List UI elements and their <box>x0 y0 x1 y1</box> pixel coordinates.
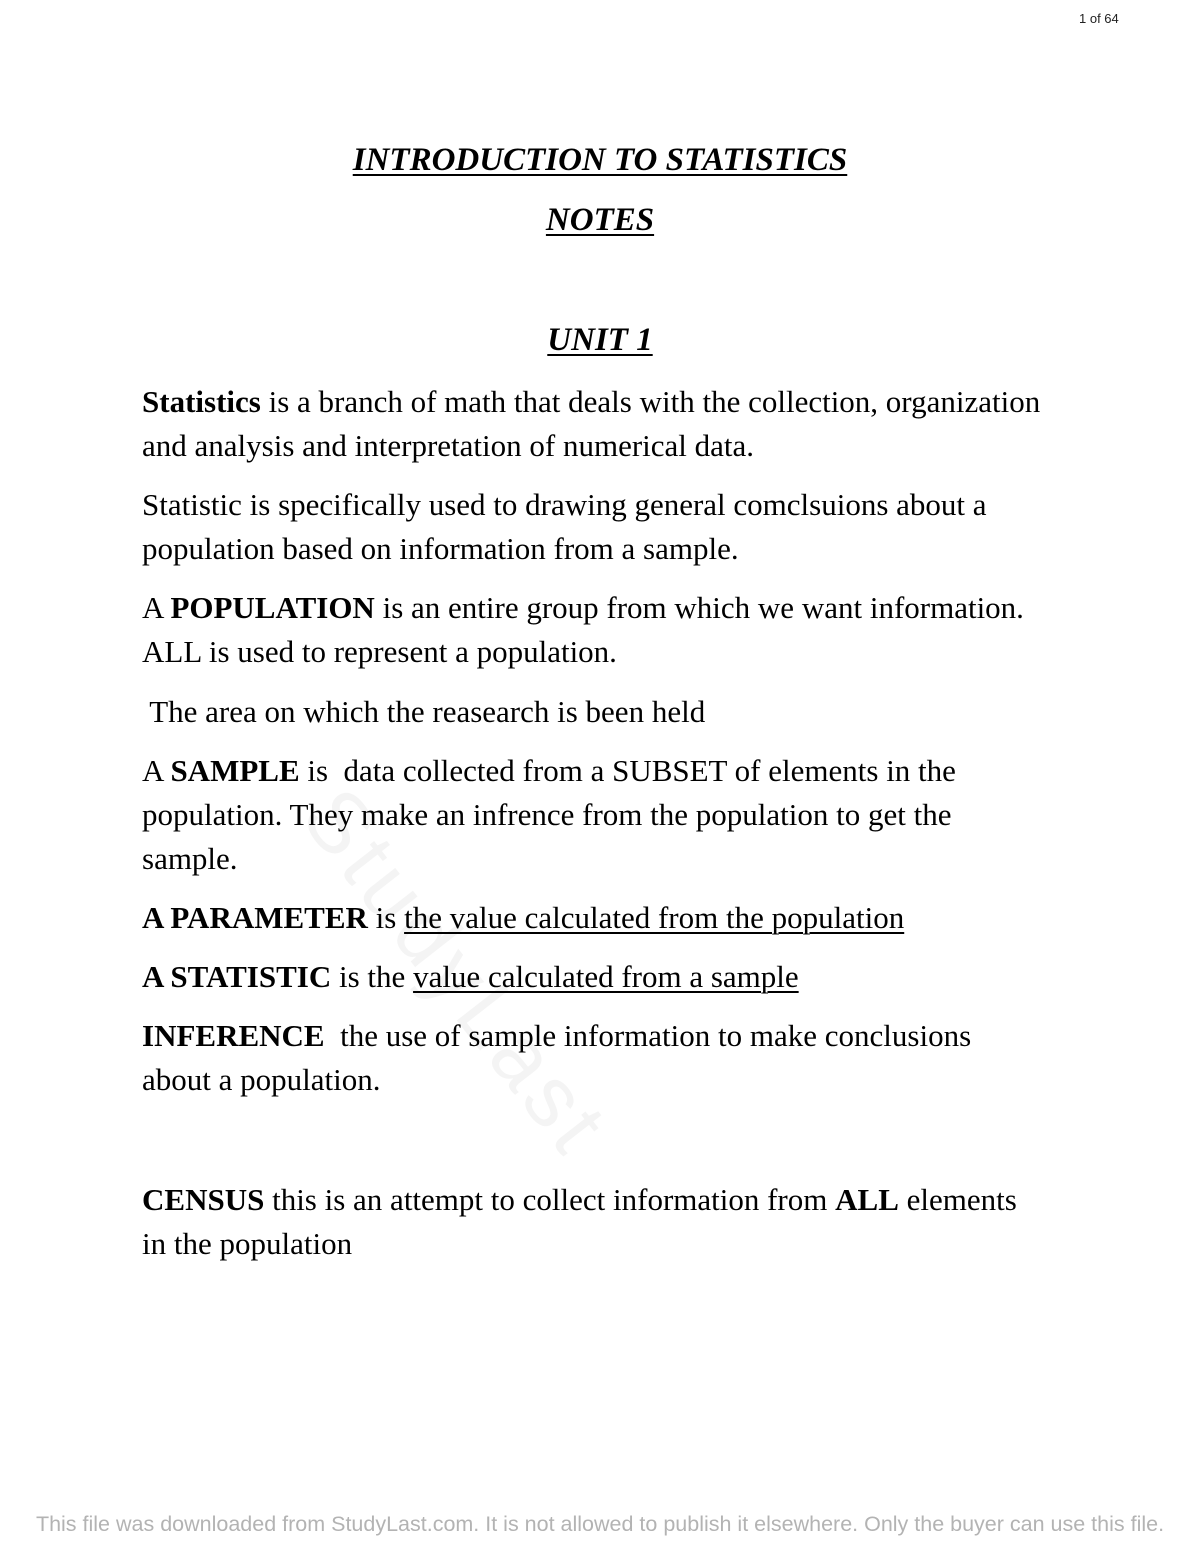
document-subtitle: NOTES <box>545 202 655 238</box>
term-population: POPULATION <box>170 590 375 625</box>
sample-text: is data collected from a SUBSET of elements in the population. They make an infrence from the population to get the sample. <box>142 753 964 876</box>
census-definition <box>142 1178 1042 1266</box>
statistics-text: is a branch of math that deals with the collection, organization and analysis and interpretation of numerical data. <box>142 384 1041 463</box>
term-inference: INFERENCE <box>142 1018 325 1053</box>
inference-definition <box>142 1014 1042 1102</box>
statistic-text: is the <box>331 959 414 994</box>
census-text-end: elements in the population <box>142 1182 1017 1261</box>
statistic-underlined: value calculated from a sample <box>413 959 799 994</box>
term-parameter: A PARAMETER <box>142 900 368 935</box>
term-sample: SAMPLE <box>170 753 300 788</box>
census-text: this is an attempt to collect information from <box>264 1182 836 1217</box>
unit-heading: UNIT 1 <box>547 322 653 358</box>
statistic-usage-text: Statistic is specifically used to drawing general comclsuions about a population based on information from a sample. <box>142 487 987 566</box>
document-title: INTRODUCTION TO STATISTICS <box>352 142 848 178</box>
term-census: CENSUS <box>142 1182 265 1217</box>
inference-text: the use of sample information to make conclusions about a population. <box>142 1018 979 1097</box>
sample-definition <box>142 749 1042 881</box>
term-statistic: A STATISTIC <box>142 959 332 994</box>
parameter-definition <box>142 896 1042 940</box>
statistic-usage <box>142 483 1042 571</box>
term-all: ALL <box>835 1182 899 1217</box>
parameter-underlined: the value calculated from the population <box>404 900 905 935</box>
page-counter: 1 of 64 <box>1079 11 1119 26</box>
statistics-definition <box>142 380 1042 468</box>
population-prefix: A <box>142 590 171 625</box>
sample-prefix: A <box>142 753 171 788</box>
population-text: is an entire group from which we want information. ALL is used to represent a population. <box>142 590 1024 669</box>
statistic-definition <box>142 955 1042 999</box>
term-statistics: Statistics <box>142 384 261 419</box>
research-area-text: The area on which the reasearch is been held <box>142 694 706 729</box>
parameter-text: is <box>367 900 405 935</box>
population-definition <box>142 586 1042 674</box>
research-area <box>142 690 1042 734</box>
download-footer: This file was downloaded from StudyLast.com. It is not allowed to publish it elsewhere. Only the buyer can use this file. <box>35 1512 1165 1536</box>
